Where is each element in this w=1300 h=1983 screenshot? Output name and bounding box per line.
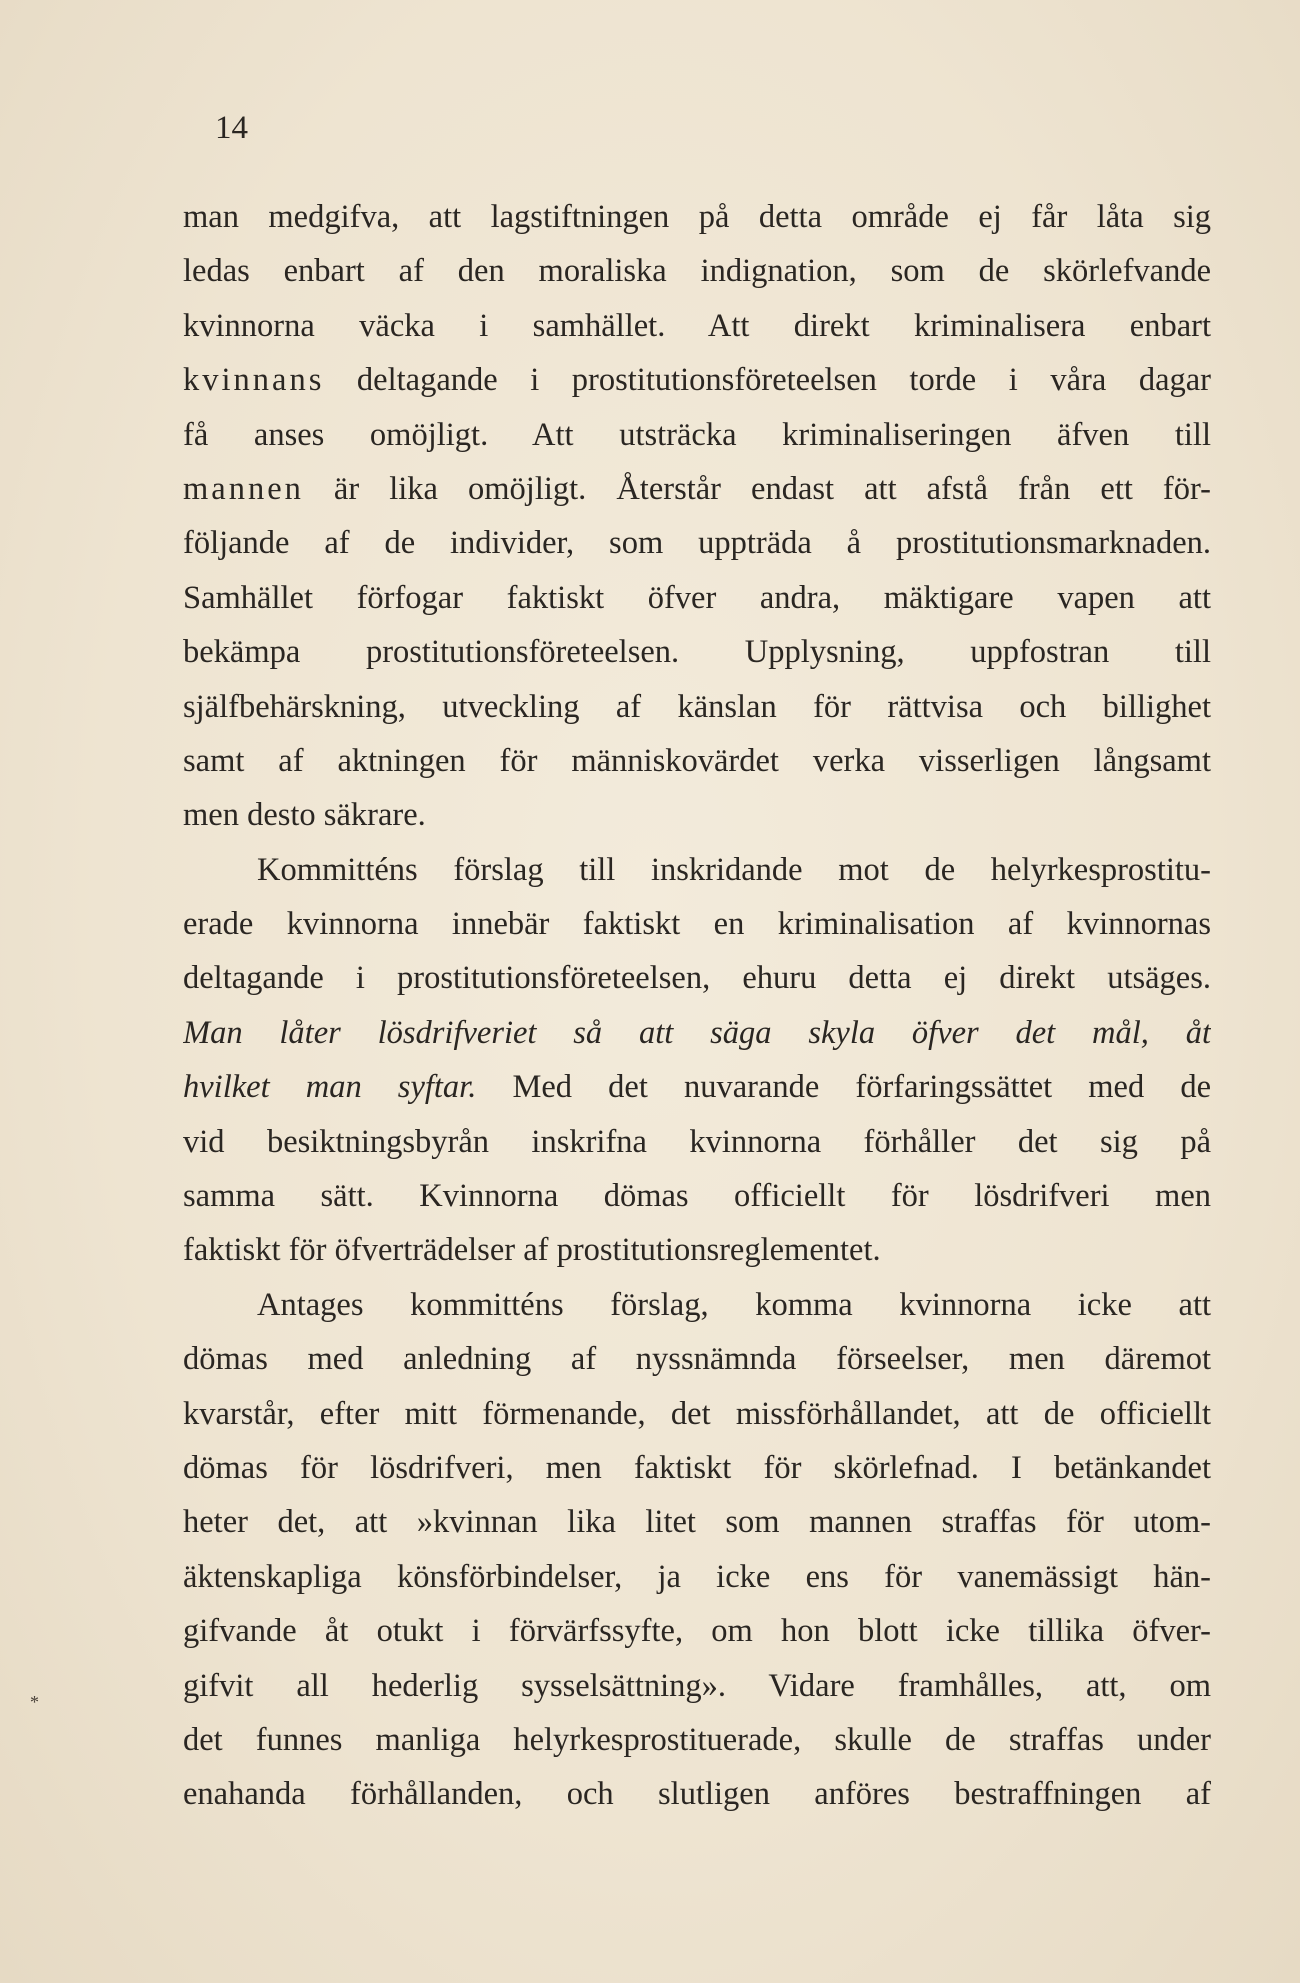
text-line: Kommitténs förslag till inskridande mot de helyrkesprostitu- — [257, 851, 1211, 888]
page-number: 14 — [215, 110, 248, 146]
body-text — [183, 190, 1211, 1822]
italic-line: Man låter lösdrifveriet så att säga skyla öfver det mål, åt — [183, 1014, 1211, 1051]
text-line: gifvit all hederlig sysselsättning». Vidare framhålles, att, om — [183, 1667, 1211, 1704]
text-line: bekämpa prostitutionsföreteelsen. Upplysning, uppfostran till — [183, 634, 1211, 671]
italic-phrase: hvilket man syftar. — [183, 1069, 477, 1106]
line-rest: Med det nuvarande förfaringssättet med de — [476, 1069, 1211, 1106]
text-line: Samhället förfogar faktiskt öfver andra, mäktigare vapen att — [183, 579, 1211, 616]
text-line: följande af de individer, som uppträda å prostitutionsmarknaden. — [183, 525, 1211, 562]
text-line: äktenskapliga könsförbindelser, ja icke ens för vanemässigt hän- — [183, 1558, 1211, 1595]
line-rest: deltagande i prostitutionsföreteelsen torde i våra dagar — [324, 362, 1211, 399]
text-line: dömas för lösdrifveri, men faktiskt för skörlefnad. I betänkandet — [183, 1449, 1211, 1486]
text-line: enahanda förhållanden, och slutligen anföres bestraffningen af — [183, 1776, 1211, 1813]
text-line: ledas enbart af den moraliska indignation, som de skörlefvande — [183, 253, 1211, 290]
text-line: erade kvinnorna innebär faktiskt en kriminalisation af kvinnornas — [183, 906, 1211, 943]
text-line: faktiskt för öfverträdelser af prostitutionsreglementet. — [183, 1232, 881, 1269]
text-line: man medgifva, att lagstiftningen på detta område ej får låta sig — [183, 199, 1211, 235]
text-line: det funnes manliga helyrkesprostituerade, skulle de straffas under — [183, 1721, 1211, 1758]
text-line: vid besiktningsbyrån inskrifna kvinnorna förhåller det sig på — [183, 1123, 1211, 1160]
text-line: gifvande åt otukt i förvärfssyfte, om hon blott icke tillika öfver- — [183, 1613, 1211, 1650]
text-line — [183, 1060, 1211, 1114]
paragraph-2 — [183, 843, 1211, 1278]
text-line: dömas med anledning af nyssnämnda förseelser, men däremot — [183, 1341, 1211, 1378]
text-line: samma sätt. Kvinnorna dömas officiellt för lösdrifveri men — [183, 1178, 1211, 1215]
text-line: kvarstår, efter mitt förmenande, det missförhållandet, att de officiellt — [183, 1395, 1211, 1432]
spaced-word: kvinnans — [183, 362, 325, 399]
line-rest: är lika omöjligt. Återstår endast att afstå från ett för- — [303, 470, 1211, 507]
margin-mark: * — [30, 1692, 39, 1712]
text-line: själfbehärskning, utveckling af känslan för rättvisa och billighet — [183, 688, 1211, 725]
text-line: men desto säkrare. — [183, 797, 426, 834]
paragraph-1 — [183, 190, 1211, 843]
text-line: Antages kommitténs förslag, komma kvinnorna icke att — [257, 1286, 1211, 1323]
spaced-word: mannen — [183, 470, 304, 507]
text-line: heter det, att »kvinnan lika litet som mannen straffas för utom- — [183, 1504, 1211, 1541]
paragraph-3 — [183, 1278, 1211, 1822]
text-line: kvinnorna väcka i samhället. Att direkt kriminalisera enbart — [183, 307, 1211, 344]
text-line — [183, 462, 1211, 516]
text-line: deltagande i prostitutionsföreteelsen, ehuru detta ej direkt utsäges. — [183, 960, 1211, 997]
text-line — [183, 353, 1211, 407]
text-line: samt af aktningen för människovärdet verka visserligen långsamt — [183, 742, 1211, 779]
text-line: få anses omöjligt. Att utsträcka kriminaliseringen äfven till — [183, 416, 1211, 453]
